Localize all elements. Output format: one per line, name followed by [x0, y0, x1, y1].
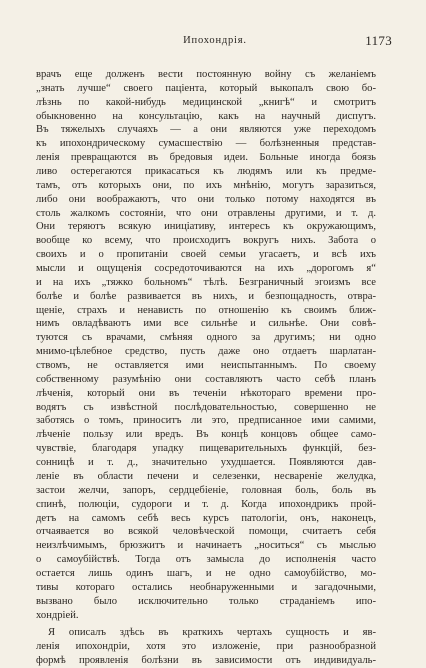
text-line: хондріей. [36, 609, 79, 621]
text-line: о самоубійствѣ. Тогда отъ замысла до исполненія часто [36, 554, 376, 566]
text-line: заботясь о томъ, приноситъ ли это, предписанное ими самими, [36, 415, 376, 427]
text-line: ствомъ, не оставляется ими неиспытаннымъ. По своему [36, 360, 376, 372]
text-line: остается лишь одинъ шагъ, и не одно самоубійство, мо- [36, 567, 376, 579]
body-text [36, 68, 376, 668]
text-line: спинѣ, полюціи, судороги и т. д. Когда ипохондрикъ прой- [36, 498, 376, 510]
text-line: водятъ съ извѣстной послѣдовательностью, совершенно не [36, 401, 376, 413]
text-line: неизлѣчимымъ, брюзжитъ и начинаетъ „носиться“ съ мыслью [36, 540, 376, 552]
text-line: либо они воображаютъ, что они только потому находятся въ [36, 193, 376, 205]
text-line: обыкновенно на консультацію, какъ на научный диспутъ. [36, 110, 376, 122]
text-line: мнимо-цѣлебное средство, пусть даже оно отдаетъ шарлатан- [36, 346, 376, 358]
text-line: Я описалъ здѣсь въ краткихъ чертахъ сущность и яв- [48, 627, 376, 639]
text-line: чувствіе, благодаря упадку пищеварительныхъ функцій, без- [36, 443, 376, 455]
text-line: ленія ипохондріи, хотя это изложеніе, при разнообразной [36, 641, 376, 653]
text-line: врачъ еще долженъ вести постоянную войну съ желаніемъ [36, 69, 376, 80]
paragraph-2 [36, 626, 376, 668]
text-line: вызвано было исключительно только страданіемъ ипо- [36, 595, 376, 607]
text-line: Они теряютъ всякую иниціативу, интересъ къ окружающимъ, [36, 221, 376, 233]
text-line: щеніе, страхъ и ненависть по отношенію къ своимъ ближ- [36, 304, 376, 316]
text-line: застои желчи, запоръ, сердцебіеніе, головная боль, боль въ [36, 484, 376, 496]
text-line: туются съ врачами, смѣняя одного за другимъ; ни одно [36, 332, 376, 344]
chapter-title: Ипохондрія. [183, 35, 247, 46]
text-line: отчаявается во всякой человѣческой помощи, считаетъ себя [36, 526, 376, 538]
text-line: своихъ и о пропитаніи своей семьи угасаетъ, и всѣ ихъ [36, 249, 376, 261]
text-line: ленія превращаются въ бредовыя идеи. Больные иногда боязь [36, 152, 376, 164]
text-line: ливо остерегаются прикасаться къ людямъ или къ предме- [36, 166, 376, 178]
text-line: лѣченіе пользу или вредъ. Въ концѣ концовъ общее само- [36, 429, 376, 441]
text-line: къ ипохондрическому сумасшествію — болѣзненныя представ- [36, 138, 376, 150]
text-line: столь жалкомъ состояніи, что они отравлены другими, и т. д. [36, 207, 376, 219]
text-line: лѣзнь по какой-нибудь медицинской „книгѣ“ и смотритъ [36, 96, 376, 108]
text-line: леніе въ области печени и селезенки, несвареніе желудка, [36, 470, 376, 482]
text-line: формѣ проявленія болѣзни въ зависимости отъ индивидуаль- [36, 655, 376, 667]
text-line: болѣе и болѣе развивается въ нихъ, и безпощадность, отвра- [36, 290, 376, 302]
text-line: вообще ко всему, что происходитъ вокругъ нихъ. Забота о [36, 235, 376, 247]
text-line: Въ тяжелыхъ случаяхъ — а они являются уже переходомъ [36, 124, 376, 136]
text-line: мысли и ощущенія сосредоточиваются на ихъ „дорогомъ я“ [36, 263, 376, 275]
text-line: собственному разумѣнію они составляютъ часто себѣ планъ [36, 373, 376, 385]
text-line: детъ на самомъ себѣ весь курсъ патологіи, онъ, наконецъ, [36, 512, 376, 524]
text-line: „знать лучше“ своего паціента, который выкопалъ свою бо- [36, 82, 376, 94]
text-line: тивы котораго остались необнаруженными и загадочными, [36, 581, 376, 593]
text-line: нимъ овладѣваютъ ими все сильнѣе и сильнѣе. Они совѣ- [36, 318, 376, 330]
page-number: 1173 [365, 33, 392, 48]
text-line: и на ихъ „тяжко больномъ“ тѣлѣ. Безграничный эгоизмъ все [36, 276, 376, 288]
running-header [38, 33, 392, 51]
text-line: сонницѣ и т. д., значительно ухудшается. Появляются дав- [36, 457, 376, 469]
paragraph-1 [36, 68, 376, 622]
text-line: тамъ, отъ которыхъ они, по ихъ мнѣнію, могутъ заразиться, [36, 179, 376, 191]
text-line: лѣченія, который они въ теченіи нѣкотораго времени про- [36, 387, 376, 399]
